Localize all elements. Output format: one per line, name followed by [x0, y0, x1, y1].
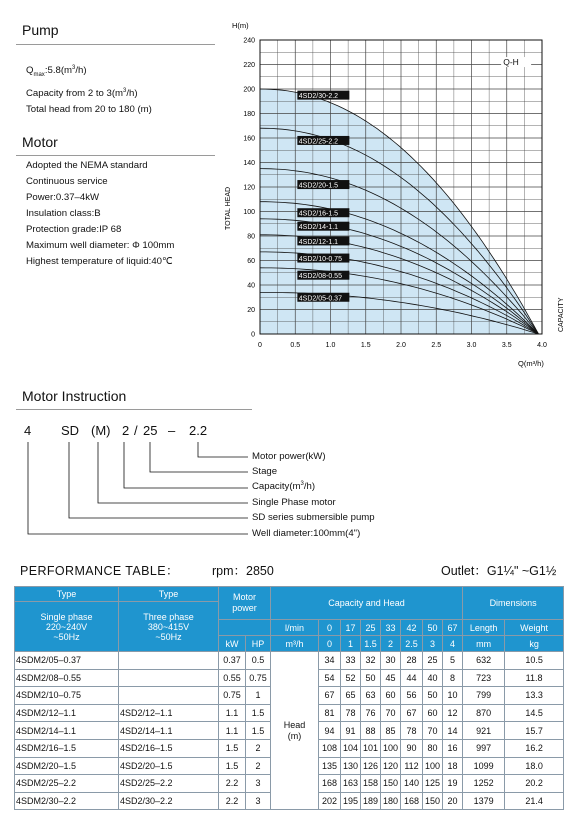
x-tick-label: 2.0 — [396, 342, 406, 349]
power-hp: 3 — [246, 775, 271, 793]
weight-kg: 11.8 — [505, 669, 564, 687]
length-mm: 799 — [463, 687, 505, 705]
code-part-power: 2.2 — [189, 423, 208, 438]
legend-label: Q-H — [503, 57, 519, 68]
head-value: 180 — [381, 792, 401, 810]
head-value: 80 — [423, 739, 443, 757]
weight-kg: 21.4 — [505, 792, 564, 810]
m3h-value: 2.5 — [401, 636, 423, 652]
power-hp: 0.75 — [246, 669, 271, 687]
three-phase-model — [119, 669, 219, 687]
length-mm: 632 — [463, 652, 505, 670]
head-value: 100 — [423, 757, 443, 775]
x-tick-label: 4.0 — [537, 342, 547, 349]
head-value: 50 — [361, 669, 381, 687]
power-kw: 2.2 — [219, 792, 246, 810]
label-capacity: $Capacity(m^3/h)$ — [252, 481, 316, 493]
code-part-phase: (M) — [91, 423, 111, 438]
head-value: 150 — [381, 775, 401, 793]
y-tick-label: 40 — [247, 282, 255, 290]
head-value: 130 — [341, 757, 361, 775]
curve-label: 4SD2/05-0.37 — [298, 295, 342, 303]
head-value: 91 — [341, 722, 361, 740]
label-well-diameter: Well diameter:100mm(4") — [252, 528, 361, 539]
head-value: 30 — [381, 652, 401, 670]
motor-section-title: Motor — [22, 134, 58, 150]
weight-kg: 10.5 — [505, 652, 564, 670]
head-value: 56 — [401, 687, 423, 705]
single-phase-model: 4SDM2/05–0.37 — [15, 652, 119, 670]
y-tick-label: 20 — [247, 307, 255, 314]
x-tick-label: 2.5 — [431, 342, 442, 349]
head-value: 67 — [319, 687, 341, 705]
single-phase-model: 4SDM2/08–0.55 — [15, 669, 119, 687]
y-tick-label: 100 — [243, 209, 255, 216]
power-kw: 0.75 — [219, 687, 246, 705]
head-value: 158 — [361, 775, 381, 793]
code-part-diameter: 4 — [24, 423, 32, 438]
three-phase-model — [119, 687, 219, 705]
header-capacity-and-head: Capacity and Head — [271, 587, 463, 620]
label-stage: Stage — [252, 466, 278, 477]
head-value: 70 — [423, 722, 443, 740]
head-value: 168 — [401, 792, 423, 810]
capacity-line: Capacity from 2 to $3(m^3/h)$ — [26, 88, 138, 100]
y-tick-label: 220 — [243, 62, 255, 69]
performance-table-title: PERFORMANCE TABLE： — [20, 564, 179, 578]
head-value: 60 — [381, 687, 401, 705]
curve-label: 4SD2/25-2.2 — [298, 138, 339, 146]
power-hp: 1 — [246, 687, 271, 705]
power-hp: 1.5 — [246, 704, 271, 722]
curve-label: 4SD2/30-2.2 — [298, 93, 339, 101]
lmin-value: 25 — [361, 620, 381, 636]
head-value: 12 — [443, 704, 463, 722]
head-value: 150 — [423, 792, 443, 810]
head-value: 90 — [401, 739, 423, 757]
chart-y-side-label: TOTAL HEAD — [225, 186, 232, 230]
head-value: 5 — [443, 652, 463, 670]
head-value: 94 — [319, 722, 341, 740]
curve-label: 4SD2/12-1.1 — [298, 238, 339, 246]
length-mm: 723 — [463, 669, 505, 687]
x-tick-label: 1.0 — [325, 342, 336, 349]
length-mm: 1099 — [463, 757, 505, 775]
lmin-value: 17 — [341, 620, 361, 636]
head-value: 85 — [381, 722, 401, 740]
chart-y-unit-label: H(m) — [232, 21, 249, 30]
length-mm: 1379 — [463, 792, 505, 810]
head-value: 120 — [381, 757, 401, 775]
head-value: 67 — [401, 704, 423, 722]
motor-spec-line: Power:0.37–4kW — [26, 192, 100, 203]
head-value: 78 — [401, 722, 423, 740]
power-kw: 1.5 — [219, 757, 246, 775]
performance-table — [14, 586, 564, 810]
head-value: 108 — [319, 739, 341, 757]
m3h-value: 1 — [341, 636, 361, 652]
head-value: 135 — [319, 757, 341, 775]
header-type-three: Type — [119, 587, 219, 602]
head-value: 70 — [381, 704, 401, 722]
label-sd-series: SD series submersible pump — [252, 512, 375, 523]
instruction-section-title: Motor Instruction — [22, 388, 127, 404]
power-hp: 2 — [246, 757, 271, 775]
three-phase-model — [119, 652, 219, 670]
three-phase-model: 4SD2/20–1.5 — [119, 757, 219, 775]
head-value: 63 — [361, 687, 381, 705]
code-part-series: SD — [61, 423, 80, 438]
head-value: 25 — [423, 652, 443, 670]
length-mm: 1252 — [463, 775, 505, 793]
power-hp: 2 — [246, 739, 271, 757]
head-value: 14 — [443, 722, 463, 740]
single-phase-model: 4SDM2/12–1.1 — [15, 704, 119, 722]
length-mm: 997 — [463, 739, 505, 757]
head-value: 33 — [341, 652, 361, 670]
label-motor-power: Motor power(kW) — [252, 451, 326, 462]
three-phase-model: 4SD2/16–1.5 — [119, 739, 219, 757]
head-value: 60 — [423, 704, 443, 722]
code-part-capacity: 2 — [122, 423, 130, 438]
curve-label: 4SD2/14-1.1 — [298, 224, 339, 232]
head-value: 32 — [361, 652, 381, 670]
power-kw: 0.37 — [219, 652, 246, 670]
y-tick-label: 140 — [243, 160, 255, 167]
chart-x-side-label: CAPACITY — [558, 297, 565, 332]
motor-spec-line: Highest temperature of liquid:40℃ — [26, 256, 173, 267]
total-head-line: Total head from 20 to 180 (m) — [26, 104, 152, 116]
lmin-value: 0 — [319, 620, 341, 636]
head-value: 50 — [423, 687, 443, 705]
curve-label: 4SD2/08-0.55 — [298, 273, 342, 281]
head-value: 88 — [361, 722, 381, 740]
head-value: 202 — [319, 792, 341, 810]
head-value: 28 — [401, 652, 423, 670]
curve-label: 4SD2/20-1.5 — [298, 182, 339, 190]
head-label: Head (m) — [271, 652, 319, 810]
head-value: 65 — [341, 687, 361, 705]
m3h-value: 0 — [319, 636, 341, 652]
table-row — [15, 652, 564, 670]
head-value: 189 — [361, 792, 381, 810]
head-value: 126 — [361, 757, 381, 775]
head-value: 18 — [443, 757, 463, 775]
curve-label: 4SD2/16-1.5 — [298, 210, 339, 218]
x-tick-label: 1.5 — [360, 342, 371, 349]
curve-label: 4SD2/10-0.75 — [298, 256, 342, 264]
head-value: 34 — [319, 652, 341, 670]
head-value: 140 — [401, 775, 423, 793]
header-hp: HP — [246, 636, 271, 652]
lmin-value: 42 — [401, 620, 423, 636]
head-value: 112 — [401, 757, 423, 775]
m3h-value: 3 — [423, 636, 443, 652]
header-single-phase: Single phase 220~240V ~50Hz — [15, 602, 119, 652]
head-value: 16 — [443, 739, 463, 757]
lmin-value: 67 — [443, 620, 463, 636]
head-value: 20 — [443, 792, 463, 810]
motor-spec-line: Insulation class:B — [26, 208, 101, 219]
qmax-line: $Q_{max}:5.8(m^3/h)$ — [26, 65, 87, 79]
three-phase-model: 4SD2/14–1.1 — [119, 722, 219, 740]
header-type-single: Type — [15, 587, 119, 602]
power-kw: 1.1 — [219, 704, 246, 722]
weight-kg: 16.2 — [505, 739, 564, 757]
y-tick-label: 180 — [243, 111, 255, 118]
y-tick-label: 80 — [247, 233, 255, 241]
label-single-phase: Single Phase motor — [252, 497, 336, 508]
head-value: 44 — [401, 669, 423, 687]
weight-kg: 13.3 — [505, 687, 564, 705]
performance-outlet: Outlet：G1¼" ~G1½ — [441, 564, 557, 578]
x-tick-label: 0 — [258, 342, 262, 349]
lmin-value: 33 — [381, 620, 401, 636]
x-tick-label: 0.5 — [290, 342, 301, 349]
y-tick-label: 160 — [243, 135, 255, 143]
weight-kg: 20.2 — [505, 775, 564, 793]
chart-x-unit-label: Q(m³/h) — [518, 359, 544, 368]
head-value: 19 — [443, 775, 463, 793]
m3h-value: 4 — [443, 636, 463, 652]
single-phase-model: 4SDM2/25–2.2 — [15, 775, 119, 793]
head-value: 52 — [341, 669, 361, 687]
x-tick-label: 3.0 — [466, 342, 477, 349]
head-value: 54 — [319, 669, 341, 687]
motor-spec-line: Maximum well diameter: Φ 100mm — [26, 240, 175, 251]
power-hp: 0.5 — [246, 652, 271, 670]
head-value: 101 — [361, 739, 381, 757]
y-tick-label: 120 — [243, 184, 255, 192]
header-length: Length — [463, 620, 505, 636]
y-tick-label: 240 — [243, 37, 255, 45]
m3h-value: 1.5 — [361, 636, 381, 652]
power-kw: 1.1 — [219, 722, 246, 740]
header-m3h: m³/h — [271, 636, 319, 652]
length-mm: 870 — [463, 704, 505, 722]
head-value: 76 — [361, 704, 381, 722]
lmin-value: 50 — [423, 620, 443, 636]
code-part-dash: – — [168, 423, 176, 438]
weight-kg: 15.7 — [505, 722, 564, 740]
power-kw: 0.55 — [219, 669, 246, 687]
head-value: 125 — [423, 775, 443, 793]
three-phase-model: 4SD2/12–1.1 — [119, 704, 219, 722]
single-phase-model: 4SDM2/20–1.5 — [15, 757, 119, 775]
head-value: 163 — [341, 775, 361, 793]
y-tick-label: 200 — [243, 86, 255, 94]
motor-spec-line: Continuous service — [26, 176, 108, 187]
weight-kg: 14.5 — [505, 704, 564, 722]
head-value: 168 — [319, 775, 341, 793]
header-dimensions: Dimensions — [463, 587, 564, 620]
motor-spec-line: Adopted the NEMA standard — [26, 160, 148, 171]
power-hp: 3 — [246, 792, 271, 810]
single-phase-model: 4SDM2/14–1.1 — [15, 722, 119, 740]
pump-section-title: Pump — [22, 22, 59, 38]
header-mm: mm — [463, 636, 505, 652]
code-part-stage: 25 — [143, 423, 158, 438]
x-tick-label: 3.5 — [501, 342, 512, 349]
y-tick-label: 0 — [251, 331, 255, 339]
header-lmin: l/min — [271, 620, 319, 636]
head-value: 100 — [381, 739, 401, 757]
power-hp: 1.5 — [246, 722, 271, 740]
performance-rpm: rpm：2850 — [212, 564, 274, 578]
motor-spec-line: Protection grade:IP 68 — [26, 224, 122, 235]
power-kw: 2.2 — [219, 775, 246, 793]
header-power-spacer — [219, 620, 271, 636]
power-kw: 1.5 — [219, 739, 246, 757]
weight-kg: 18.0 — [505, 757, 564, 775]
head-value: 45 — [381, 669, 401, 687]
header-motor-power: Motor power — [219, 587, 271, 620]
header-weight: Weight — [505, 620, 564, 636]
header-kw: kW — [219, 636, 246, 652]
length-mm: 921 — [463, 722, 505, 740]
header-three-phase: Three phase 380~415V ~50Hz — [119, 602, 219, 652]
single-phase-model: 4SDM2/30–2.2 — [15, 792, 119, 810]
head-value: 10 — [443, 687, 463, 705]
head-value: 8 — [443, 669, 463, 687]
head-value: 78 — [341, 704, 361, 722]
single-phase-model: 4SDM2/10–0.75 — [15, 687, 119, 705]
m3h-value: 2 — [381, 636, 401, 652]
head-value: 81 — [319, 704, 341, 722]
head-value: 195 — [341, 792, 361, 810]
header-kg: kg — [505, 636, 564, 652]
three-phase-model: 4SD2/25–2.2 — [119, 775, 219, 793]
single-phase-model: 4SDM2/16–1.5 — [15, 739, 119, 757]
y-tick-label: 60 — [247, 258, 255, 265]
head-value: 104 — [341, 739, 361, 757]
three-phase-model: 4SD2/30–2.2 — [119, 792, 219, 810]
head-value: 40 — [423, 669, 443, 687]
code-part-slash: / — [134, 423, 138, 438]
